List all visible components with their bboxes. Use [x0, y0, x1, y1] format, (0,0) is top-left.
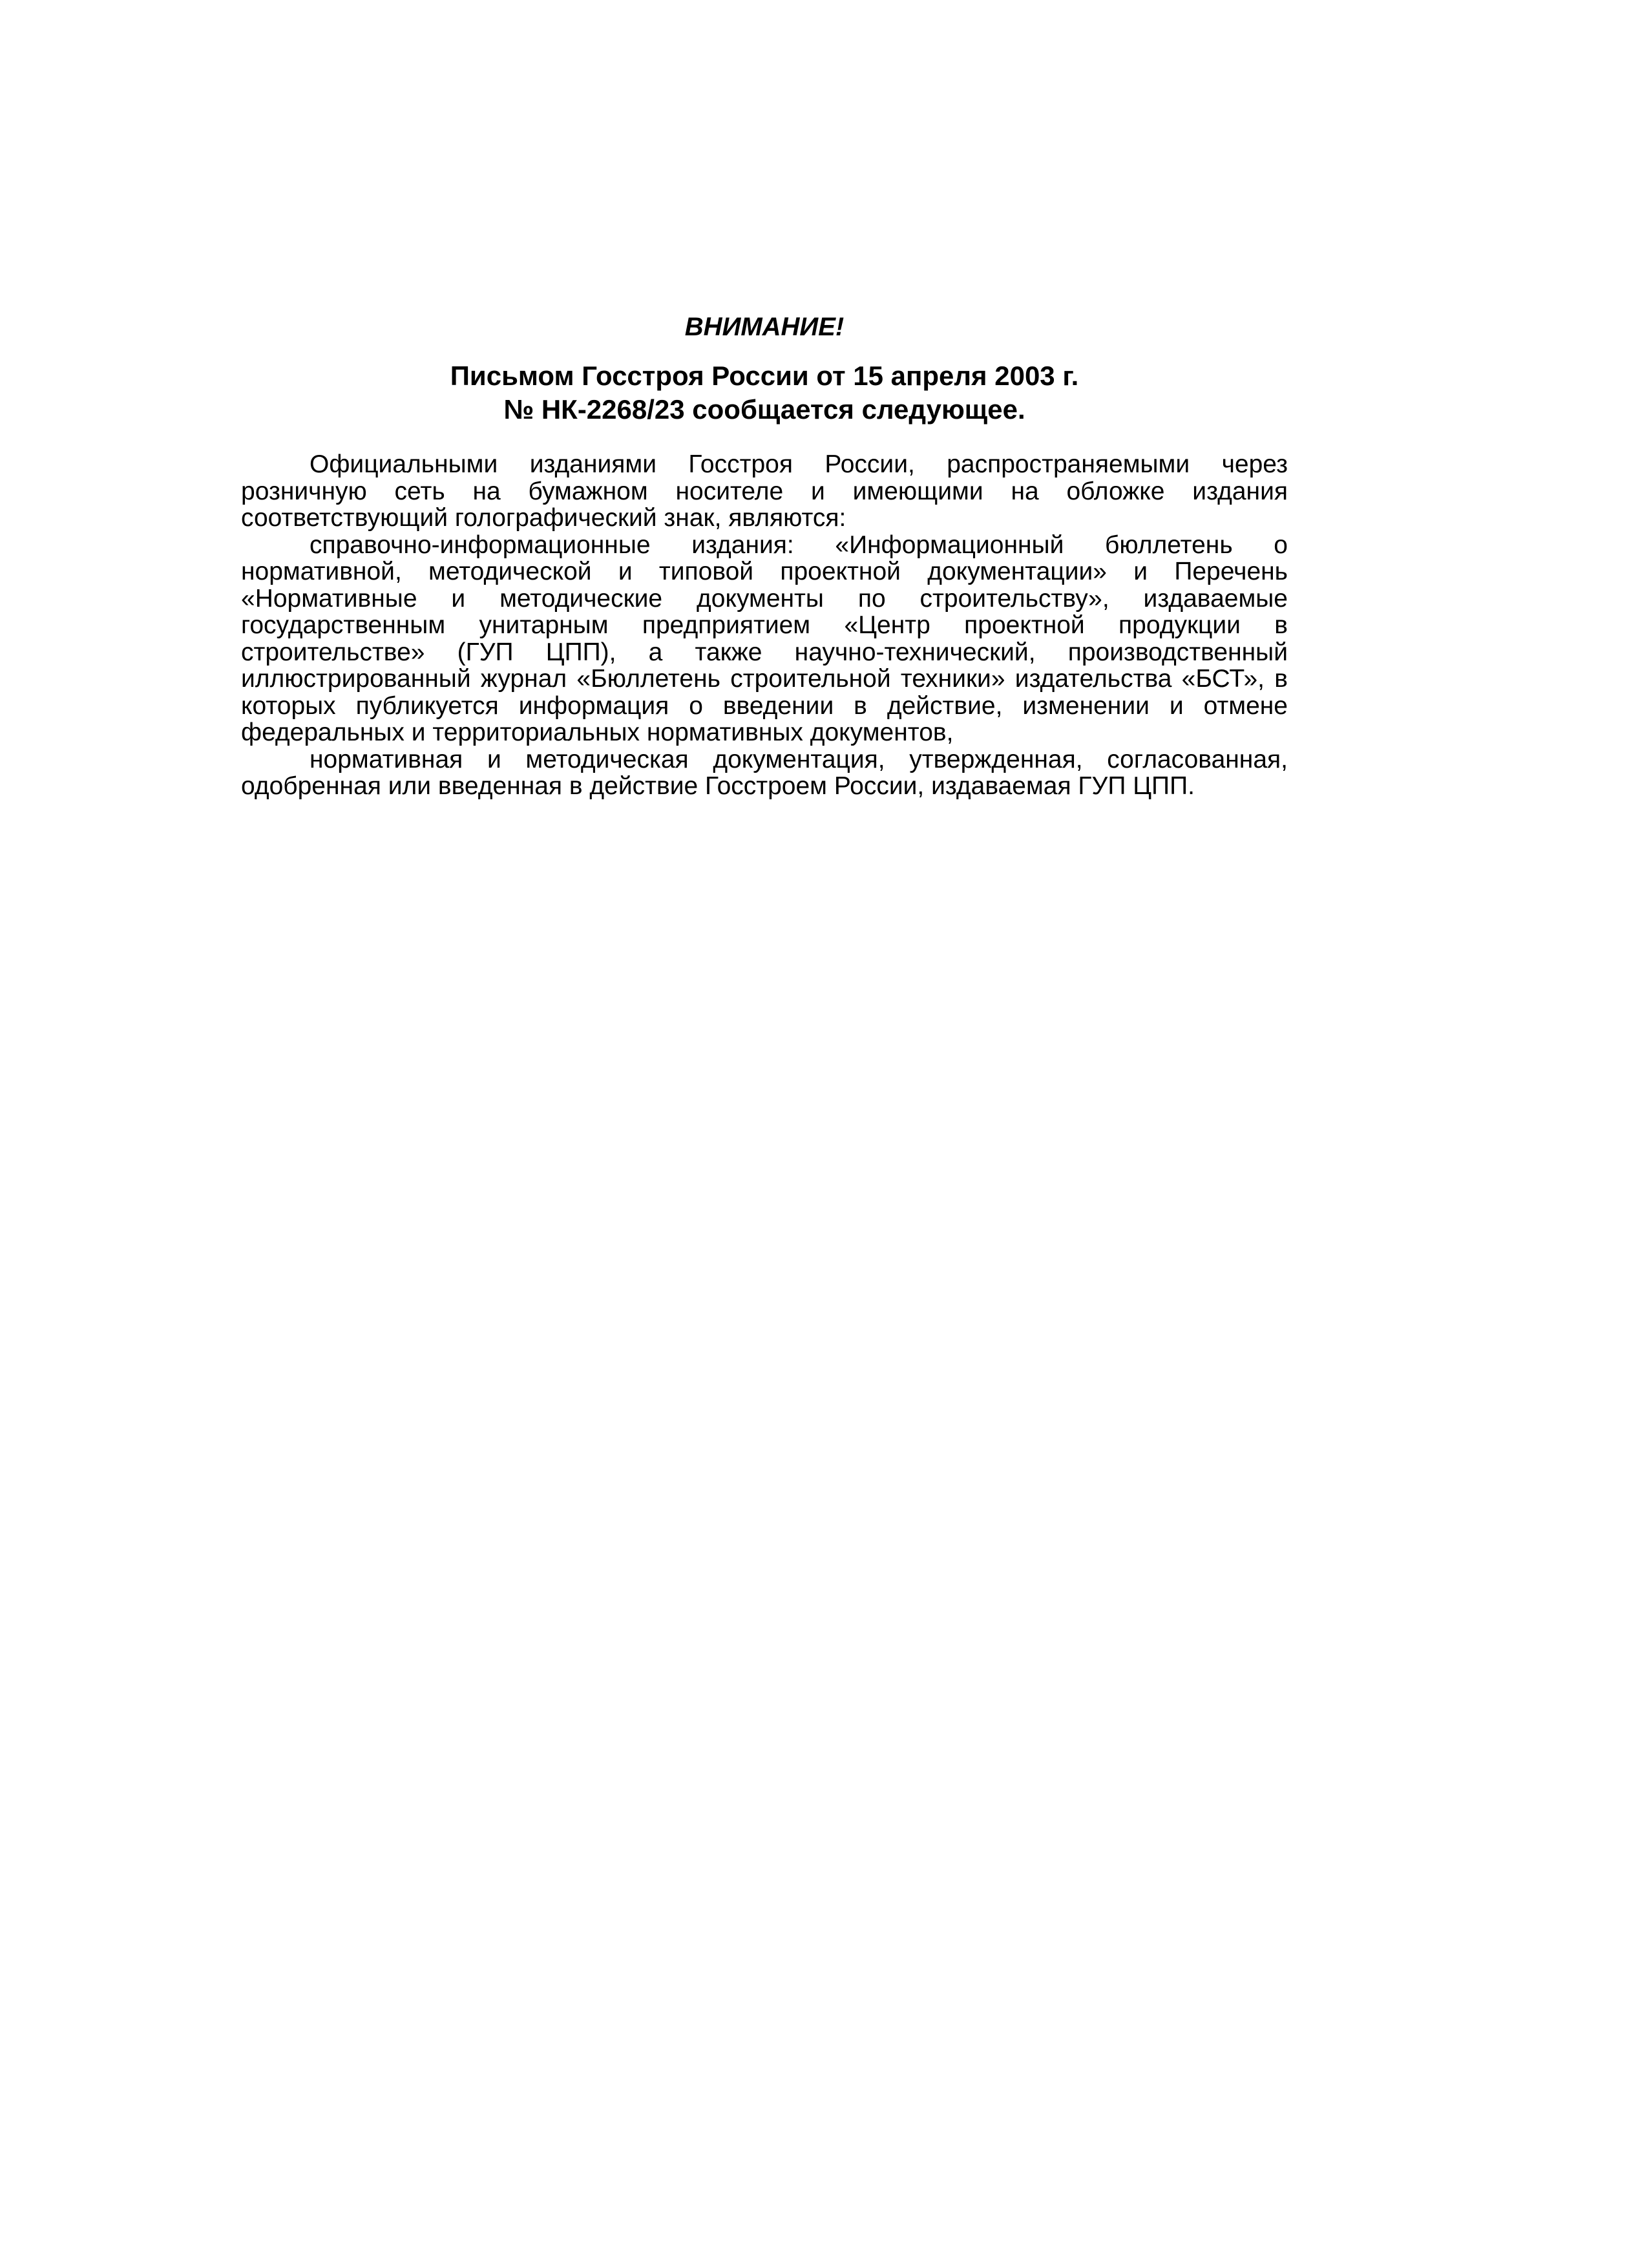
- paragraph-reference-editions: справочно-информационные издания: «Информационный бюллетень о нормативной, методической и типовой проектной документации» и Перечень «Нормативные и методические документы по строительству», издаваемые государственным унитарным предприятием «Центр проектной продукции в строительстве» (ГУП ЦПП), а также научно-технический, производственный иллюстрированный журнал «Бюллетень строительной техники» издательства «БСТ», в которых публикуется информация о введении в действие, изменении и отмене федеральных и территориальных нормативных документов,: [241, 530, 1288, 746]
- paragraph-normative-documentation: нормативная и методическая документация, утвержденная, согласованная, одобренная или введенная в действие Госстроем России, издаваемая ГУП ЦПП.: [241, 745, 1288, 800]
- paragraph-official-editions: Официальными изданиями Госстроя России, распространяемыми через розничную сеть на бумажном носителе и имеющими на обложке издания соответствующий голографический знак, являются:: [241, 450, 1288, 532]
- document-page: [241, 310, 1288, 800]
- warning-title: ВНИМАНИЕ!: [684, 313, 845, 341]
- letter-heading-line-2: № НК-2268/23 сообщается следующее.: [503, 394, 1025, 425]
- letter-heading: [241, 359, 1288, 426]
- letter-heading-line-1: Письмом Госстроя России от 15 апреля 2003 г.: [450, 361, 1079, 391]
